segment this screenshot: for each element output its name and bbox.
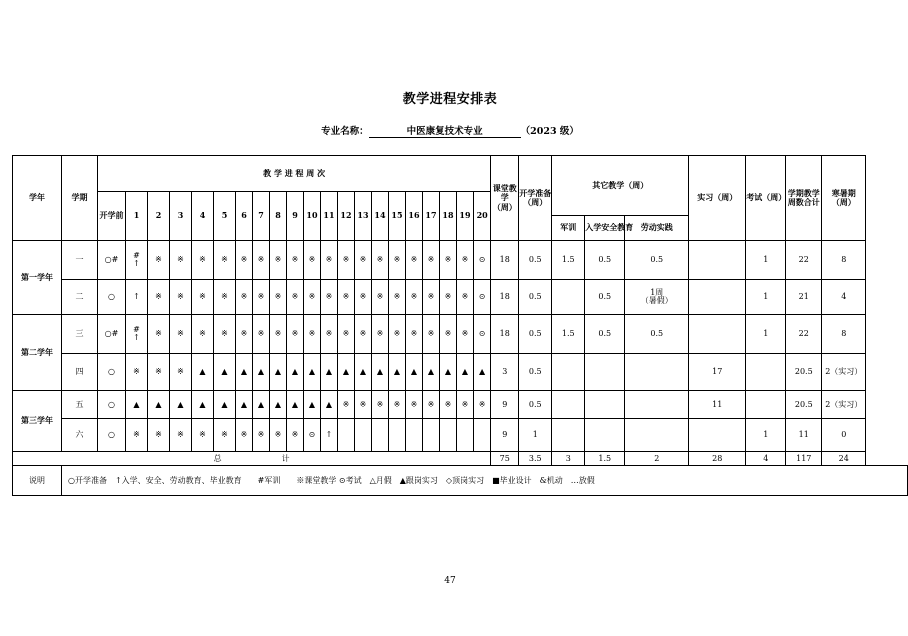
week-cell: ⊙ xyxy=(474,280,491,315)
military-cell: 1.5 xyxy=(552,315,585,354)
week-cell: ※ xyxy=(236,241,253,280)
term-cell: 五 xyxy=(62,391,98,419)
week-cell: ※ xyxy=(406,315,423,354)
practice-cell xyxy=(689,241,746,280)
prep-cell: 0.5 xyxy=(519,354,552,391)
practice-cell xyxy=(689,419,746,452)
week-cell: ▲ xyxy=(270,354,287,391)
week-cell: ※ xyxy=(423,280,440,315)
week-cell: ※ xyxy=(126,419,148,452)
prep-cell: 0.5 xyxy=(519,391,552,419)
week-cell: ※ xyxy=(192,315,214,354)
week-cell: ※ xyxy=(304,280,321,315)
week-cell: ※ xyxy=(389,241,406,280)
week-cell: ※ xyxy=(253,315,270,354)
week-cell: ※ xyxy=(148,315,170,354)
pre-cell: ○ xyxy=(98,419,126,452)
week-cell xyxy=(440,419,457,452)
header-prep: 开学准备（周） xyxy=(519,156,552,241)
labor-cell: 0.5 xyxy=(625,241,689,280)
header-term: 学期 xyxy=(62,156,98,241)
week-cell: ※ xyxy=(355,241,372,280)
week-cell xyxy=(372,419,389,452)
week-cell: ※ xyxy=(253,419,270,452)
year-cell: 第一学年 xyxy=(13,241,62,315)
total-class: 75 xyxy=(491,452,519,466)
totals-label-1: 总 xyxy=(213,453,222,463)
week-cell: ※ xyxy=(270,315,287,354)
header-other: 其它教学（周） xyxy=(552,156,689,216)
pre-cell: ○# xyxy=(98,315,126,354)
header-week-3: 3 xyxy=(170,192,192,241)
week-cell: ※ xyxy=(148,354,170,391)
header-progress: 教 学 进 程 周 次 xyxy=(98,156,491,192)
header-week-5: 5 xyxy=(214,192,236,241)
safety-cell xyxy=(585,419,625,452)
week-cell: ※ xyxy=(372,391,389,419)
week-cell: ▲ xyxy=(355,354,372,391)
page-title: 教学进程安排表 xyxy=(402,92,498,107)
schedule-table xyxy=(12,155,908,496)
week-cell: ▲ xyxy=(423,354,440,391)
week-cell: ▲ xyxy=(474,354,491,391)
week-cell: ▲ xyxy=(126,391,148,419)
header-pre: 开学前 xyxy=(98,192,126,241)
holiday-cell: 2（实习） xyxy=(822,391,866,419)
major-line xyxy=(0,123,900,138)
total-holiday: 24 xyxy=(822,452,866,466)
class-cell: 18 xyxy=(491,241,519,280)
week-cell: ※ xyxy=(170,241,192,280)
week-cell: ▲ xyxy=(253,354,270,391)
week-cell: ※ xyxy=(355,280,372,315)
page-number: 47 xyxy=(444,576,456,586)
week-cell: ※ xyxy=(304,241,321,280)
class-cell: 18 xyxy=(491,315,519,354)
header-week-18: 18 xyxy=(440,192,457,241)
week-cell xyxy=(338,419,355,452)
header-week-20: 20 xyxy=(474,192,491,241)
class-cell: 9 xyxy=(491,419,519,452)
term-cell: 二 xyxy=(62,280,98,315)
week-cell: # ↑ xyxy=(126,315,148,354)
week-cell: # ↑ xyxy=(126,241,148,280)
week-cell: ※ xyxy=(192,241,214,280)
total-cell: 21 xyxy=(786,280,822,315)
header-labor: 劳动实践 xyxy=(625,216,689,241)
exam-cell: 1 xyxy=(746,241,786,280)
year-cell: 第三学年 xyxy=(13,391,62,452)
week-cell: ▲ xyxy=(321,354,338,391)
term-cell: 一 xyxy=(62,241,98,280)
week-cell: ※ xyxy=(423,315,440,354)
week-cell: ※ xyxy=(253,280,270,315)
holiday-cell: 0 xyxy=(822,419,866,452)
week-cell: ※ xyxy=(338,241,355,280)
labor-cell: 0.5 xyxy=(625,315,689,354)
week-cell: ※ xyxy=(372,241,389,280)
military-cell xyxy=(552,419,585,452)
week-cell: ※ xyxy=(457,315,474,354)
exam-cell xyxy=(746,391,786,419)
week-cell: ※ xyxy=(474,391,491,419)
week-cell xyxy=(389,419,406,452)
week-cell: ※ xyxy=(423,391,440,419)
header-safety: 入学安全教育 xyxy=(585,216,625,241)
prep-cell: 1 xyxy=(519,419,552,452)
pre-cell: ○ xyxy=(98,354,126,391)
week-cell: ※ xyxy=(236,419,253,452)
week-cell: ※ xyxy=(214,241,236,280)
pre-cell: ○ xyxy=(98,280,126,315)
week-cell: ▲ xyxy=(236,391,253,419)
header-week-17: 17 xyxy=(423,192,440,241)
safety-cell: 0.5 xyxy=(585,315,625,354)
week-cell: ※ xyxy=(440,315,457,354)
week-cell: ▲ xyxy=(192,391,214,419)
week-cell xyxy=(457,419,474,452)
week-cell: ▲ xyxy=(304,354,321,391)
week-cell: ▲ xyxy=(287,354,304,391)
term-cell: 六 xyxy=(62,419,98,452)
header-class: 课堂教学（周） xyxy=(491,156,519,241)
week-cell: ▲ xyxy=(338,354,355,391)
safety-cell xyxy=(585,354,625,391)
practice-cell: 17 xyxy=(689,354,746,391)
pre-cell: ○ xyxy=(98,391,126,419)
week-cell: ※ xyxy=(170,354,192,391)
grade-label: （2023 级） xyxy=(520,126,579,137)
week-cell: ※ xyxy=(355,315,372,354)
week-cell: ※ xyxy=(457,391,474,419)
week-cell: ※ xyxy=(406,280,423,315)
header-holiday: 寒暑期（周） xyxy=(822,156,866,241)
header-week-8: 8 xyxy=(270,192,287,241)
total-prep: 3.5 xyxy=(519,452,552,466)
total-military: 3 xyxy=(552,452,585,466)
week-cell: ※ xyxy=(389,280,406,315)
week-cell: ※ xyxy=(440,391,457,419)
week-cell: ※ xyxy=(170,419,192,452)
header-week-15: 15 xyxy=(389,192,406,241)
week-cell: ↑ xyxy=(321,419,338,452)
total-cell: 20.5 xyxy=(786,354,822,391)
week-cell: ▲ xyxy=(287,391,304,419)
header-week-6: 6 xyxy=(236,192,253,241)
week-cell: ※ xyxy=(192,419,214,452)
week-cell: ↑ xyxy=(126,280,148,315)
labor-cell xyxy=(625,354,689,391)
week-cell: ※ xyxy=(338,391,355,419)
week-cell: ▲ xyxy=(372,354,389,391)
week-cell xyxy=(423,419,440,452)
week-cell: ▲ xyxy=(304,391,321,419)
header-week-9: 9 xyxy=(287,192,304,241)
week-cell xyxy=(406,419,423,452)
header-military: 军训 xyxy=(552,216,585,241)
exam-cell: 1 xyxy=(746,280,786,315)
year-cell: 第二学年 xyxy=(13,315,62,391)
week-cell xyxy=(355,419,372,452)
week-cell: ※ xyxy=(389,391,406,419)
week-cell: ▲ xyxy=(321,391,338,419)
totals-row xyxy=(13,452,908,466)
header-week-13: 13 xyxy=(355,192,372,241)
week-cell: ※ xyxy=(440,241,457,280)
military-cell xyxy=(552,280,585,315)
week-cell: ※ xyxy=(457,280,474,315)
week-cell: ※ xyxy=(321,241,338,280)
header-total: 学期教学周数合计 xyxy=(786,156,822,241)
week-cell: ※ xyxy=(355,391,372,419)
week-cell: ▲ xyxy=(214,354,236,391)
week-cell: ※ xyxy=(214,419,236,452)
major-label: 专业名称： xyxy=(321,126,369,137)
week-cell: ▲ xyxy=(457,354,474,391)
total-cell: 20.5 xyxy=(786,391,822,419)
week-cell: ※ xyxy=(214,315,236,354)
week-cell: ※ xyxy=(236,280,253,315)
week-cell: ※ xyxy=(423,241,440,280)
week-cell: ※ xyxy=(236,315,253,354)
pre-cell: ○# xyxy=(98,241,126,280)
week-cell: ※ xyxy=(372,315,389,354)
week-cell: ▲ xyxy=(270,391,287,419)
class-cell: 18 xyxy=(491,280,519,315)
holiday-cell: 8 xyxy=(822,315,866,354)
week-cell: ※ xyxy=(440,280,457,315)
header-week-14: 14 xyxy=(372,192,389,241)
total-safety: 1.5 xyxy=(585,452,625,466)
totals-label-2: 计 xyxy=(281,453,290,463)
week-cell: ※ xyxy=(338,280,355,315)
week-cell: ▲ xyxy=(170,391,192,419)
total-total: 117 xyxy=(786,452,822,466)
week-cell: ※ xyxy=(170,315,192,354)
week-cell: ※ xyxy=(287,315,304,354)
military-cell xyxy=(552,391,585,419)
week-cell: ※ xyxy=(406,391,423,419)
note-text: ○开学准备 ↑入学、安全、劳动教育、毕业教育 #军训 ※课堂教学 ⊙考试 △月假 ▲跟岗实习 ◇顶岗实习 ■毕业设计 &机动 …放假 xyxy=(62,466,908,496)
header-year: 学年 xyxy=(13,156,62,241)
safety-cell: 0.5 xyxy=(585,280,625,315)
military-cell xyxy=(552,354,585,391)
header-week-1: 1 xyxy=(126,192,148,241)
class-cell: 3 xyxy=(491,354,519,391)
week-cell: ▲ xyxy=(406,354,423,391)
total-labor: 2 xyxy=(625,452,689,466)
prep-cell: 0.5 xyxy=(519,280,552,315)
week-cell: ※ xyxy=(457,241,474,280)
labor-cell xyxy=(625,419,689,452)
week-cell: ※ xyxy=(170,280,192,315)
week-cell: ▲ xyxy=(440,354,457,391)
prep-cell: 0.5 xyxy=(519,315,552,354)
exam-cell xyxy=(746,354,786,391)
practice-cell xyxy=(689,315,746,354)
header-week-2: 2 xyxy=(148,192,170,241)
military-cell: 1.5 xyxy=(552,241,585,280)
header-week-11: 11 xyxy=(321,192,338,241)
week-cell: ※ xyxy=(321,280,338,315)
week-cell: ※ xyxy=(148,241,170,280)
week-cell: ⊙ xyxy=(474,315,491,354)
week-cell: ※ xyxy=(253,241,270,280)
week-cell: ※ xyxy=(214,280,236,315)
holiday-cell: 8 xyxy=(822,241,866,280)
week-cell: ※ xyxy=(389,315,406,354)
week-cell: ▲ xyxy=(148,391,170,419)
holiday-cell: 2（实习） xyxy=(822,354,866,391)
term-cell: 四 xyxy=(62,354,98,391)
safety-cell: 0.5 xyxy=(585,241,625,280)
week-cell: ▲ xyxy=(389,354,406,391)
week-cell: ▲ xyxy=(253,391,270,419)
totals-label xyxy=(13,452,491,466)
holiday-cell: 4 xyxy=(822,280,866,315)
week-cell: ⊙ xyxy=(304,419,321,452)
labor-cell: 1周 （暑假） xyxy=(625,280,689,315)
week-cell: ▲ xyxy=(192,354,214,391)
week-cell: ※ xyxy=(287,419,304,452)
exam-cell: 1 xyxy=(746,315,786,354)
header-exam: 考试（周） xyxy=(746,156,786,241)
week-cell: ※ xyxy=(270,419,287,452)
week-cell: ※ xyxy=(270,241,287,280)
header-week-19: 19 xyxy=(457,192,474,241)
week-cell: ※ xyxy=(192,280,214,315)
week-cell: ※ xyxy=(304,315,321,354)
week-cell: ▲ xyxy=(214,391,236,419)
week-cell: ※ xyxy=(338,315,355,354)
header-practice: 实习（周） xyxy=(689,156,746,241)
header-week-7: 7 xyxy=(253,192,270,241)
total-exam: 4 xyxy=(746,452,786,466)
header-week-10: 10 xyxy=(304,192,321,241)
week-cell: ※ xyxy=(126,354,148,391)
week-cell: ※ xyxy=(372,280,389,315)
safety-cell xyxy=(585,391,625,419)
week-cell: ▲ xyxy=(236,354,253,391)
week-cell xyxy=(474,419,491,452)
total-cell: 11 xyxy=(786,419,822,452)
week-cell: ※ xyxy=(321,315,338,354)
practice-cell: 11 xyxy=(689,391,746,419)
practice-cell xyxy=(689,280,746,315)
total-practice: 28 xyxy=(689,452,746,466)
labor-cell xyxy=(625,391,689,419)
total-cell: 22 xyxy=(786,241,822,280)
prep-cell: 0.5 xyxy=(519,241,552,280)
major-name: 中医康复技术专业 xyxy=(369,123,521,138)
exam-cell: 1 xyxy=(746,419,786,452)
week-cell: ※ xyxy=(148,419,170,452)
week-cell: ※ xyxy=(406,241,423,280)
week-cell: ⊙ xyxy=(474,241,491,280)
note-label: 说明 xyxy=(13,466,62,496)
total-cell: 22 xyxy=(786,315,822,354)
header-week-12: 12 xyxy=(338,192,355,241)
week-cell: ※ xyxy=(287,241,304,280)
week-cell: ※ xyxy=(148,280,170,315)
week-cell: ※ xyxy=(287,280,304,315)
term-cell: 三 xyxy=(62,315,98,354)
header-week-4: 4 xyxy=(192,192,214,241)
class-cell: 9 xyxy=(491,391,519,419)
header-week-16: 16 xyxy=(406,192,423,241)
week-cell: ※ xyxy=(270,280,287,315)
